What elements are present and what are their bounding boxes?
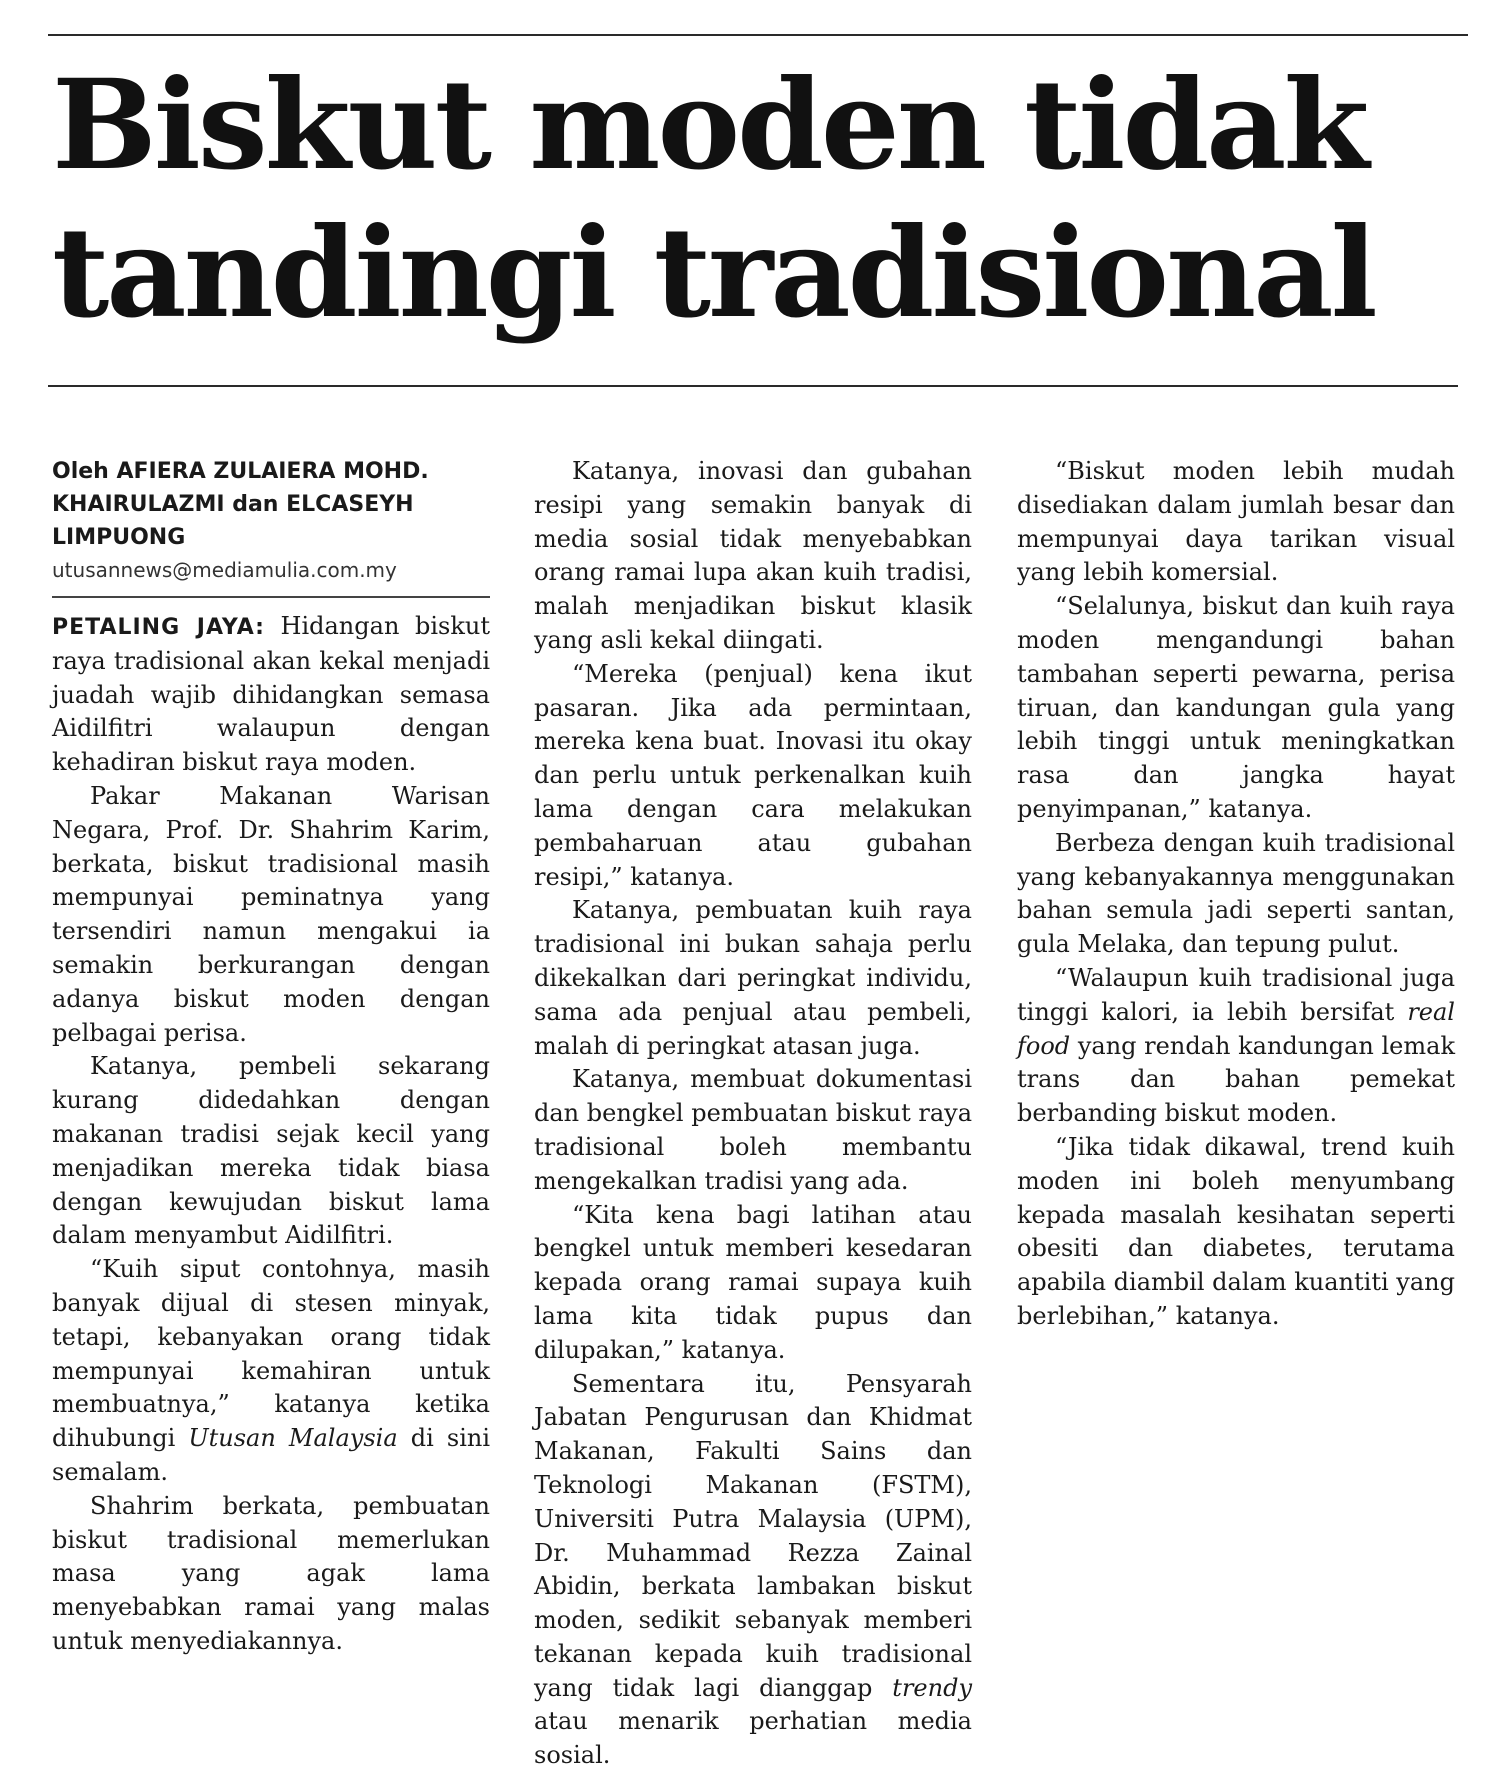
top-rule	[48, 34, 1468, 36]
dateline: PETALING JAYA:	[52, 615, 265, 640]
real-food-phrase: real food	[1017, 997, 1455, 1060]
paragraph-12: “Biskut moden lebih mudah disediakan dalam jumlah besar dan mempunyai daya tarikan visual yang lebih komersial.	[1017, 457, 1455, 587]
paragraph-15: “Walaupun kuih tradisional juga tinggi kalori, ia lebih bersifat real food yang rendah kandungan lemak trans dan bahan pemekat berbanding biskut moden.	[1017, 963, 1455, 1128]
byline-line-2: KHAIRULAZMI dan ELCASEYH	[52, 492, 414, 517]
byline-line-3: LIMPUONG	[52, 525, 186, 550]
paragraph-8: Katanya, pembuatan kuih raya tradisional ini bukan sahaja perlu dikekalkan dari peringkat individu, sama ada penjual atau pembeli, malah di peringkat atasan juga.	[534, 896, 972, 1060]
byline-line-1: Oleh AFIERA ZULAIERA MOHD.	[52, 459, 429, 484]
paragraph-7: “Mereka (penjual) kena ikut pasaran. Jika ada permintaan, mereka kena buat. Inovasi itu okay dan perlu untuk perkenalkan kuih lama dengan cara melakukan pembaharuan atau gubahan resipi,” katanya.	[534, 659, 972, 891]
paragraph-5: Shahrim berkata, pembuatan biskut tradisional memerlukan masa yang agak lama menyebabkan ramai yang malas untuk menyediakannya.	[52, 1491, 490, 1655]
article-column-3	[1017, 455, 1455, 1334]
byline-rule	[52, 596, 490, 598]
publication-name: Utusan Malaysia	[188, 1424, 398, 1453]
byline	[52, 455, 490, 554]
paragraph-16: “Jika tidak dikawal, trend kuih moden ini boleh menyumbang kepada masalah kesihatan seperti obesiti dan diabetes, terutama apabila diambil dalam kuantiti yang berlebihan,” katanya.	[1017, 1132, 1455, 1330]
paragraph-2: Pakar Makanan Warisan Negara, Prof. Dr. Shahrim Karim, berkata, biskut tradisional masih mempunyai peminatnya yang tersendiri namun mengakui ia semakin berkurangan dengan adanya biskut moden dengan pelbagai perisa.	[52, 781, 490, 1047]
article-column-1	[52, 455, 490, 1659]
headline	[52, 52, 1472, 348]
article-column-2	[534, 455, 972, 1773]
paragraph-9: Katanya, membuat dokumentasi dan bengkel pembuatan biskut raya tradisional boleh membantu mengekalkan tradisi yang ada.	[534, 1065, 972, 1195]
headline-rule	[48, 385, 1458, 387]
paragraph-6: Katanya, inovasi dan gubahan resipi yang semakin banyak di media sosial tidak menyebabkan orang ramai lupa akan kuih tradisi, malah menjadikan biskut klasik yang asli kekal diingati.	[534, 457, 972, 654]
paragraph-1: PETALING JAYA: Hidangan biskut raya tradisional akan kekal menjadi juadah wajib dihidangkan semasa Aidilfitri walaupun dengan kehadiran biskut raya moden.	[52, 612, 490, 777]
paragraph-11: Sementara itu, Pensyarah Jabatan Pengurusan dan Khidmat Makanan, Fakulti Sains dan Teknologi Makanan (FSTM), Universiti Putra Malaysia (UPM), Dr. Muhammad Rezza Zainal Abidin, berkata lambakan biskut moden, sedikit sebanyak memberi tekanan kepada kuih tradisional yang tidak lagi dianggap trendy atau menarik perhatian media sosial.	[534, 1369, 972, 1770]
paragraph-10: “Kita kena bagi latihan atau bengkel untuk memberi kesedaran kepada orang ramai supaya kuih lama kita tidak pupus dan dilupakan,” katanya.	[534, 1200, 972, 1364]
headline-line-2: tandingi tradisional	[52, 201, 1375, 346]
paragraph-3: Katanya, pembeli sekarang kurang didedahkan dengan makanan tradisi sejak kecil yang menjadikan mereka tidak biasa dengan kewujudan biskut lama dalam menyambut Aidilfitri.	[52, 1052, 490, 1250]
paragraph-13: “Selalunya, biskut dan kuih raya moden mengandungi bahan tambahan seperti pewarna, perisa tiruan, dan kandungan gula yang lebih tinggi untuk meningkatkan rasa dan jangka hayat penyimpanan,” katanya.	[1017, 592, 1455, 823]
author-email[interactable]: utusannews@mediamulia.com.my	[52, 558, 397, 582]
trendy-word: trendy	[892, 1673, 972, 1702]
paragraph-14: Berbeza dengan kuih tradisional yang kebanyakannya menggunakan bahan semula jadi seperti santan, gula Melaka, dan tepung pulut.	[1017, 828, 1455, 959]
headline-line-1: Biskut moden tidak	[52, 53, 1367, 198]
paragraph-4: “Kuih siput contohnya, masih banyak dijual di stesen minyak, tetapi, kebanyakan orang tidak mempunyai kemahiran untuk membuatnya,” katanya ketika dihubungi Utusan Malaysia di sini semalam.	[52, 1255, 490, 1486]
